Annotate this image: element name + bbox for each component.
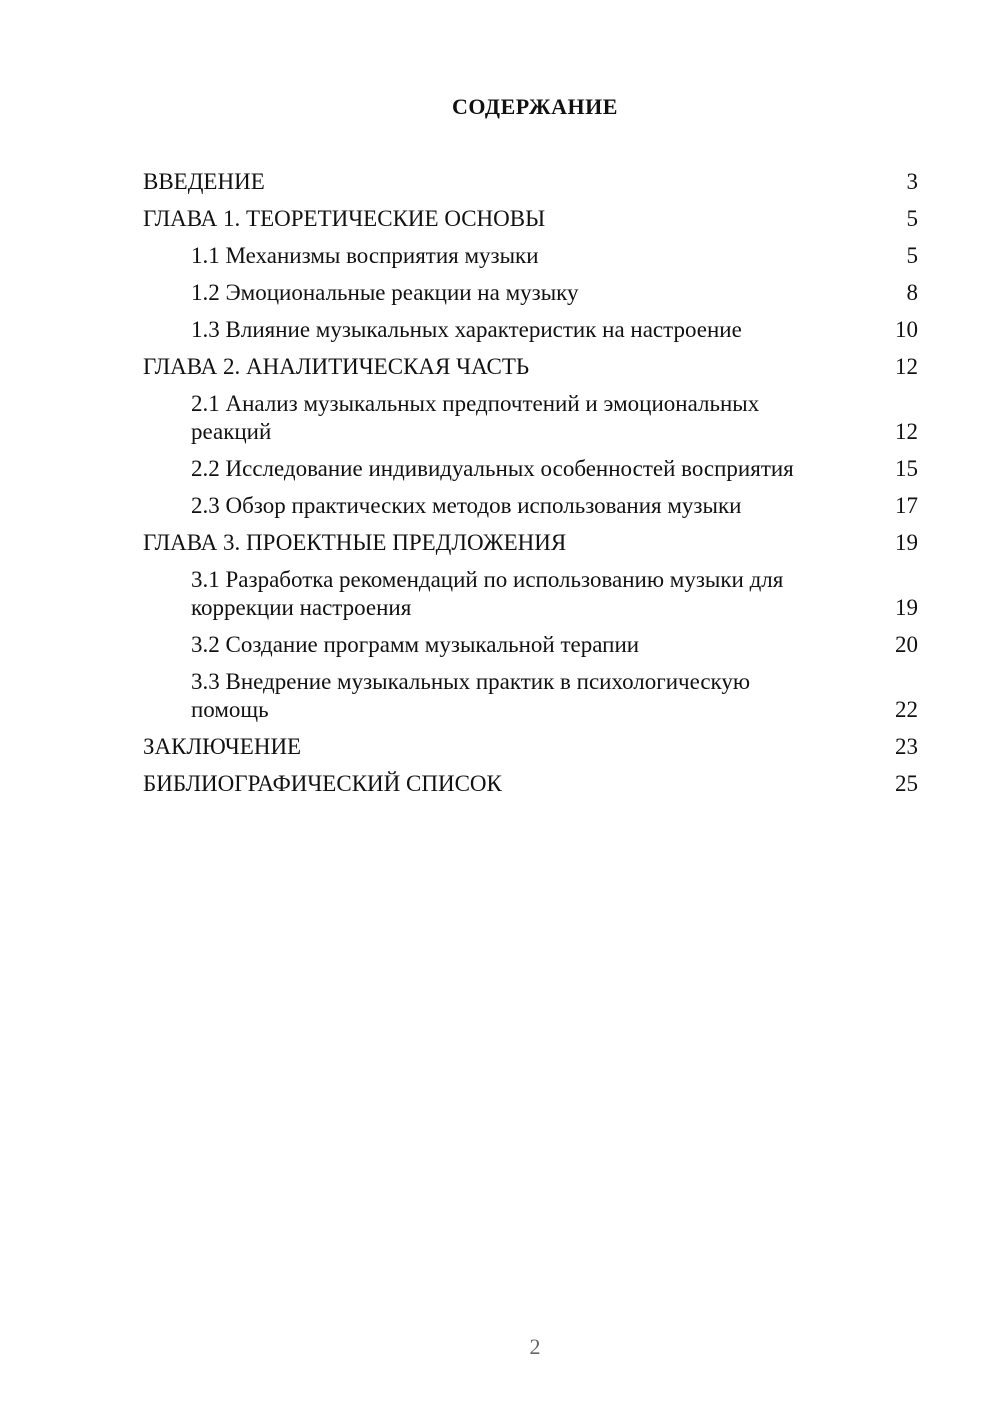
toc-entry-chapter-3 bbox=[143, 529, 918, 557]
toc-entry-section-1-2 bbox=[143, 279, 918, 307]
toc-entry-page: 8 bbox=[906, 280, 918, 305]
toc-entry-page: 3 bbox=[906, 169, 918, 194]
toc-entry-conclusion bbox=[143, 733, 918, 761]
toc-entry-section-1-3 bbox=[143, 316, 918, 344]
toc-entry-label: ГЛАВА 2. АНАЛИТИЧЕСКАЯ ЧАСТЬ bbox=[143, 354, 530, 379]
toc-entry-label: 3.2 Создание программ музыкальной терапии bbox=[191, 632, 640, 657]
toc-entry-page: 5 bbox=[906, 206, 918, 231]
toc-entry-section-1-1 bbox=[143, 242, 918, 270]
toc-entry-chapter-2 bbox=[143, 353, 918, 381]
toc-entry-section-3-1 bbox=[143, 566, 918, 622]
toc-entry-page: 22 bbox=[895, 697, 918, 722]
toc-entry-label: ВВЕДЕНИЕ bbox=[143, 169, 265, 194]
toc-entry-page: 25 bbox=[895, 771, 918, 796]
toc-entry-bibliography bbox=[143, 770, 918, 798]
toc-entry-label: ГЛАВА 1. ТЕОРЕТИЧЕСКИЕ ОСНОВЫ bbox=[143, 206, 546, 231]
toc-entry-label: 2.3 Обзор практических методов использования музыки bbox=[191, 493, 742, 518]
toc-entry-page: 15 bbox=[895, 456, 918, 481]
toc-entry-page: 23 bbox=[895, 734, 918, 759]
toc-entry-label: 1.1 Механизмы восприятия музыки bbox=[191, 243, 539, 268]
toc-entry-page: 12 bbox=[895, 419, 918, 444]
toc-entry-page: 12 bbox=[895, 354, 918, 379]
toc-entry-section-3-3 bbox=[143, 668, 918, 724]
toc-entry-page: 5 bbox=[906, 243, 918, 268]
table-of-contents bbox=[143, 168, 918, 807]
page-number: 2 bbox=[529, 1334, 541, 1359]
toc-entry-label: ГЛАВА 3. ПРОЕКТНЫЕ ПРЕДЛОЖЕНИЯ bbox=[143, 530, 567, 555]
toc-entry-label: 1.3 Влияние музыкальных характеристик на настроение bbox=[191, 317, 742, 342]
toc-entry-section-2-1 bbox=[143, 390, 918, 446]
toc-entry-label: 1.2 Эмоциональные реакции на музыку bbox=[191, 280, 579, 305]
toc-entry-page: 19 bbox=[895, 595, 918, 620]
toc-entry-section-2-2 bbox=[143, 455, 918, 483]
toc-entry-section-2-3 bbox=[143, 492, 918, 520]
toc-entry-section-3-2 bbox=[143, 631, 918, 659]
toc-entry-label: 2.2 Исследование индивидуальных особенностей восприятия bbox=[191, 456, 794, 481]
toc-entry-label: 2.1 Анализ музыкальных предпочтений и эмоциональных реакций bbox=[191, 391, 760, 444]
toc-entry-page: 19 bbox=[895, 530, 918, 555]
toc-title: СОДЕРЖАНИЕ bbox=[452, 94, 618, 119]
toc-entry-page: 10 bbox=[895, 317, 918, 342]
toc-entry-label: ЗАКЛЮЧЕНИЕ bbox=[143, 734, 302, 759]
toc-entry-label: БИБЛИОГРАФИЧЕСКИЙ СПИСОК bbox=[143, 771, 502, 796]
toc-entry-label: 3.1 Разработка рекомендаций по использованию музыки для коррекции настроения bbox=[191, 567, 784, 620]
toc-entry-page: 17 bbox=[895, 493, 918, 518]
toc-entry-introduction bbox=[143, 168, 918, 196]
toc-entry-page: 20 bbox=[895, 632, 918, 657]
toc-entry-label: 3.3 Внедрение музыкальных практик в психологическую помощь bbox=[191, 669, 751, 722]
toc-entry-chapter-1 bbox=[143, 205, 918, 233]
